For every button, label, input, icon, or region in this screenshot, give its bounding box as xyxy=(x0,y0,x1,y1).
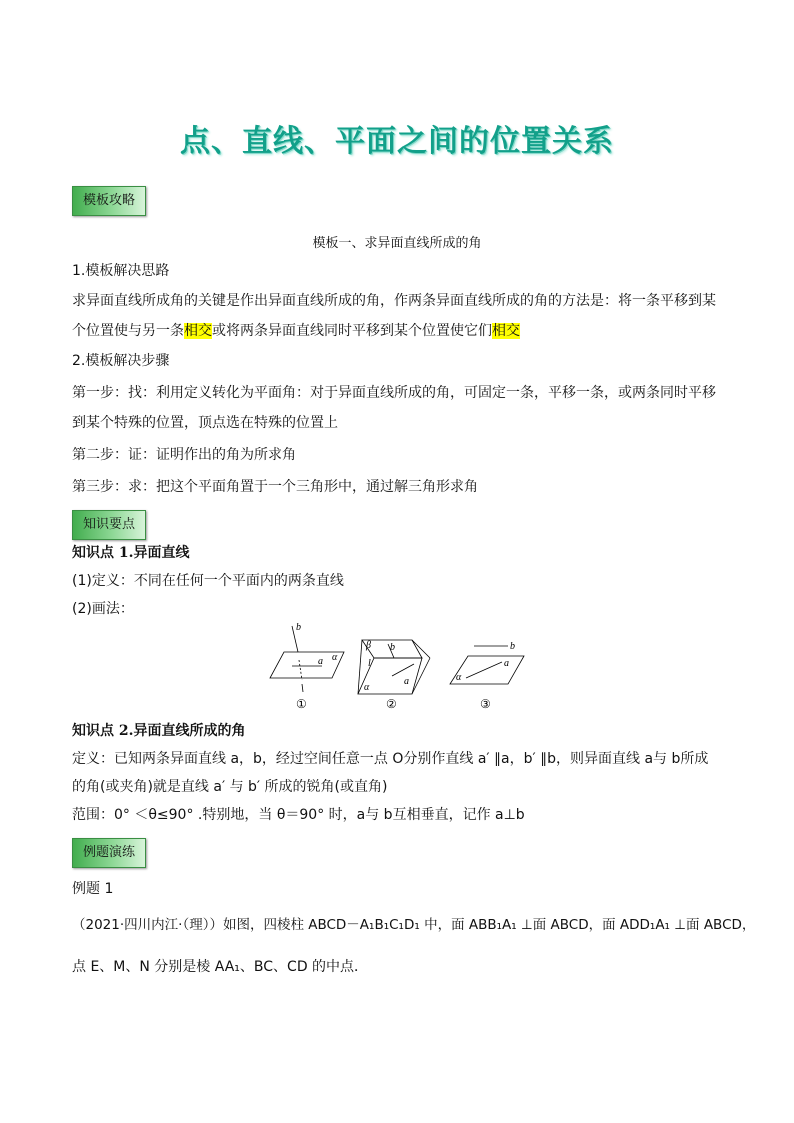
edge-right-2 xyxy=(412,640,430,658)
knowledge-2-def-line-1: 定义：已知两条异面直线 a，b，经过空间任意一点 O分别作直线 a′ ∥a，b′ ∥b，则异面直线 a与 b所成 xyxy=(72,751,709,767)
step-2: 第二步：证：证明作出的角为所求角 xyxy=(72,447,296,463)
label-alpha-3: α xyxy=(456,672,462,683)
tag-knowledge: 知识要点 xyxy=(72,510,146,540)
line-a-2 xyxy=(392,664,414,676)
label-a-2: a xyxy=(404,676,409,687)
line-b-1-below xyxy=(302,684,303,692)
knowledge-2-range: 范围：0° ＜θ≤90° .特别地，当 θ＝90° 时，a与 b互相垂直，记作 a⊥b xyxy=(72,807,525,823)
knowledge-2-def-line-2: 的角(或夹角)就是直线 a′ 与 b′ 所成的锐角(或直角) xyxy=(72,779,388,795)
example-label: 例题 1 xyxy=(72,881,114,897)
label-a-1: a xyxy=(318,656,323,667)
figure-number-3: ③ xyxy=(480,697,491,711)
step-heading-1: 1.模板解决思路 xyxy=(72,263,170,279)
label-alpha-1: α xyxy=(332,652,338,663)
tag-template: 模板攻略 xyxy=(72,186,146,216)
page-title: 点、直线、平面之间的位置关系 xyxy=(180,124,614,159)
knowledge-2-title: 知识点 2.异面直线所成的角 xyxy=(72,723,246,739)
template-heading: 模板一、求异面直线所成的角 xyxy=(312,236,482,251)
step-3: 第三步：求：把这个平面角置于一个三角形中，通过解三角形求角 xyxy=(72,479,478,495)
para-1-text-a: 个位置使与另一条 xyxy=(72,323,184,339)
para-1-line-1: 求异面直线所成角的关键是作出异面直线所成的角，作两条异面直线所成的角的方法是：将一条平移到某 xyxy=(72,293,716,309)
line-a-3 xyxy=(466,662,502,678)
para-1-text-b: 或将两条异面直线同时平移到某个位置使它们 xyxy=(212,323,492,339)
label-b-2: b xyxy=(390,642,395,653)
skew-lines-diagram xyxy=(262,618,542,718)
label-beta: β xyxy=(366,640,371,651)
step-1-line-2: 到某个特殊的位置，顶点选在特殊的位置上 xyxy=(72,415,338,431)
label-l: l xyxy=(368,658,371,669)
example-line-2: 点 E、M、N 分别是棱 AA₁、BC、CD 的中点． xyxy=(72,959,369,975)
step-heading-2: 2.模板解决步骤 xyxy=(72,353,170,369)
knowledge-1-def: (1)定义：不同在任何一个平面内的两条直线 xyxy=(72,573,344,589)
label-alpha-2: α xyxy=(364,682,370,693)
example-line-1: （2021·四川内江·（理））如图，四棱柱 ABCD－A₁B₁C₁D₁ 中，面 ABB₁A₁ ⊥面 ABCD，面 ADD₁A₁ ⊥面 ABCD， xyxy=(72,917,756,933)
label-b-1: b xyxy=(296,622,301,633)
label-a-3: a xyxy=(504,658,509,669)
line-b-1-hidden xyxy=(299,660,302,680)
knowledge-1-title: 知识点 1.异面直线 xyxy=(72,545,190,561)
edge-right-lower-2 xyxy=(412,658,430,694)
para-1-line-2 xyxy=(72,320,520,342)
step-1-line-1: 第一步：找：利用定义转化为平面角：对于异面直线所成的角，可固定一条，平移一条，或两条同时平移 xyxy=(72,385,716,401)
figure-number-2: ② xyxy=(386,697,397,711)
label-b-3: b xyxy=(510,641,515,652)
highlight-1: 相交 xyxy=(184,323,212,339)
tag-examples: 例题演练 xyxy=(72,838,146,868)
figure-number-1: ① xyxy=(296,697,307,711)
highlight-2: 相交 xyxy=(492,323,520,339)
knowledge-1-draw: (2)画法： xyxy=(72,601,134,617)
